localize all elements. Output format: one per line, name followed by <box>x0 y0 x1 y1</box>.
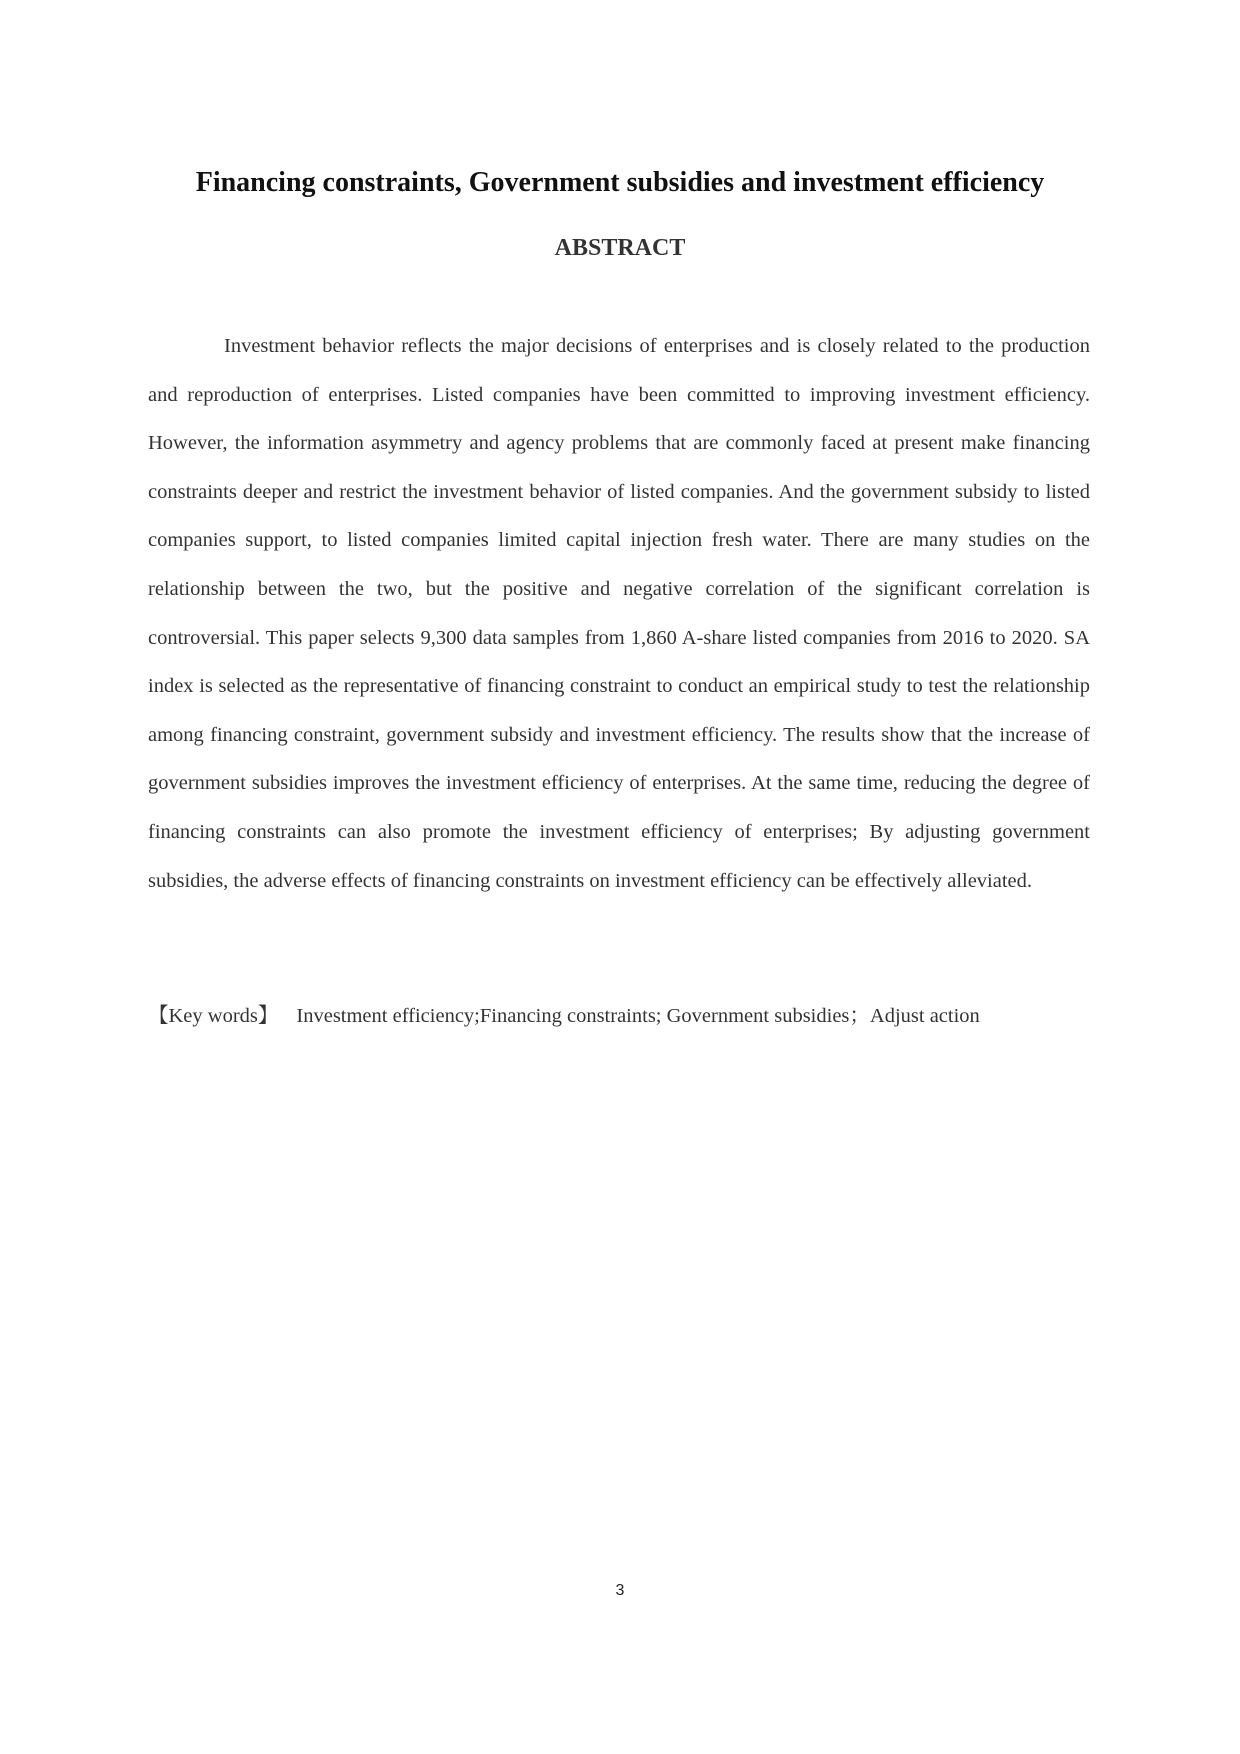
keywords-text: Investment efficiency;Financing constraints; Government subsidies；Adjust action <box>296 1005 980 1027</box>
paper-title: Financing constraints, Government subsidies and investment efficiency <box>195 167 1045 198</box>
page-number: 3 <box>615 1582 625 1599</box>
abstract-body: Investment behavior reflects the major decisions of enterprises and is closely related to the production and reproduction of enterprises. Listed companies have been committed to improving investment efficiency. However, the information asymmetry and agency problems that are commonly faced at present make financing constraints deeper and restrict the investment behavior of listed companies. And the government subsidy to listed companies support, to listed companies limited capital injection fresh water. There are many studies on the relationship between the two, but the positive and negative correlation of the significant correlation is controversial. This paper selects 9,300 data samples from 1,860 A-share listed companies from 2016 to 2020. SA index is selected as the representative of financing constraint to conduct an empirical study to test the relationship among financing constraint, government subsidy and investment efficiency. The results show that the increase of government subsidies improves the investment efficiency of enterprises. At the same time, reducing the degree of financing constraints can also promote the investment efficiency of enterprises; By adjusting government subsidies, the adverse effects of financing constraints on investment efficiency can be effectively alleviated. <box>148 335 1090 892</box>
keywords-label: 【Key words】 <box>148 1005 279 1027</box>
abstract-heading: ABSTRACT <box>554 235 686 261</box>
keywords-line <box>148 998 1108 1034</box>
